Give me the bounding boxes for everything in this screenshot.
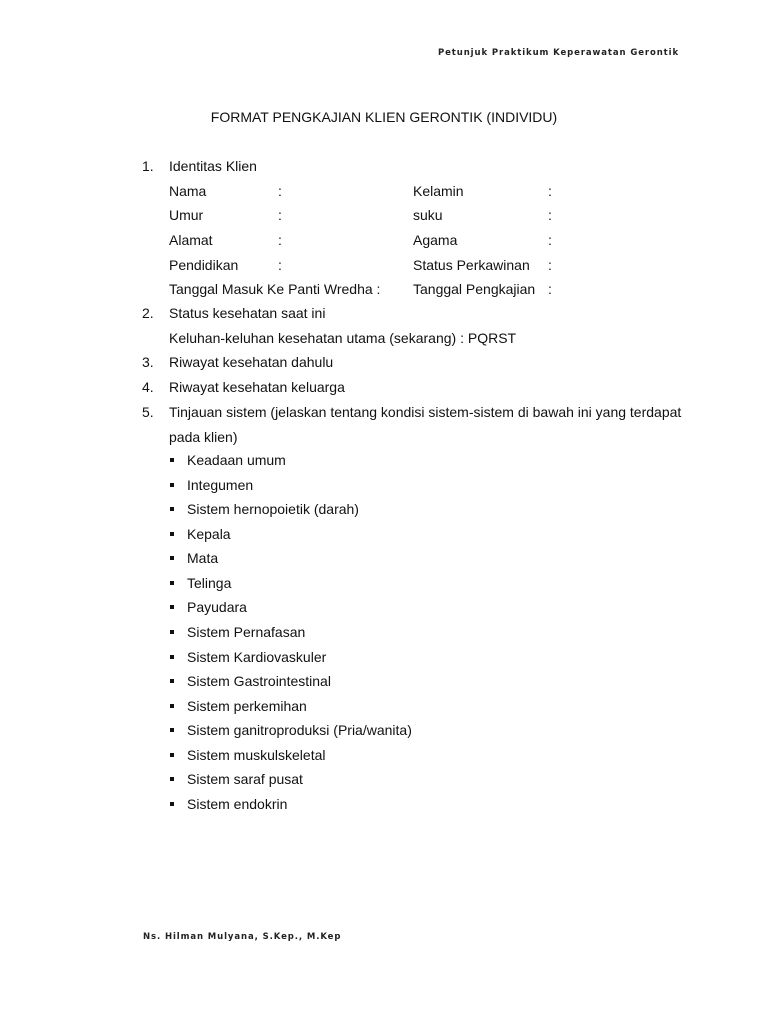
list-item: Sistem muskulskeletal [187,747,326,763]
field-label-status-perkawinan: Status Perkawinan [413,257,530,273]
field-colon: : [548,183,552,199]
list-item: Sistem ganitroproduksi (Pria/wanita) [187,722,412,738]
field-label-umur: Umur [169,207,204,223]
section-number: 5. [142,404,154,420]
section-number: 4. [142,379,154,395]
bullet-marker [170,753,174,757]
field-colon: : [278,232,282,248]
bullet-marker [170,556,174,560]
bullet-marker [170,679,174,683]
running-header: Petunjuk Praktikum Keperawatan Gerontik [438,48,679,58]
list-item: Integumen [187,477,254,493]
list-item: Sistem Gastrointestinal [187,673,331,689]
bullet-marker [170,630,174,634]
list-item: Sistem perkemihan [187,698,307,714]
field-colon: : [548,281,552,297]
bullet-marker [170,728,174,732]
list-item: Telinga [187,575,232,591]
field-label-suku: suku [413,207,443,223]
bullet-marker [170,655,174,659]
field-colon: : [548,257,552,273]
bullet-marker [170,581,174,585]
field-label-pendidikan: Pendidikan [169,257,239,273]
field-label-tanggal-masuk: Tanggal Masuk Ke Panti Wredha : [169,281,381,297]
section-number: 3. [142,354,154,370]
page-footer-author: Ns. Hilman Mulyana, S.Kep., M.Kep [143,932,342,942]
list-item: Keadaan umum [187,452,286,468]
bullet-marker [170,777,174,781]
bullet-marker [170,458,174,462]
section-heading-tinjauan-sistem: Tinjauan sistem (jelaskan tentang kondisi sistem-sistem di bawah ini yang terdapat [169,404,682,420]
bullet-marker [170,532,174,536]
section-heading-identitas: Identitas Klien [169,158,257,174]
field-label-tanggal-pengkajian: Tanggal Pengkajian [413,281,536,297]
field-colon: : [548,232,552,248]
field-colon: : [278,207,282,223]
list-item: Sistem Pernafasan [187,624,306,640]
field-colon: : [278,183,282,199]
bullet-marker [170,605,174,609]
section-heading-continuation: pada klien) [169,429,238,445]
section-subtext-keluhan: Keluhan-keluhan kesehatan utama (sekarang) : PQRST [169,330,517,346]
field-colon: : [548,207,552,223]
section-number: 2. [142,305,154,321]
bullet-marker [170,483,174,487]
field-label-alamat: Alamat [169,232,213,248]
field-label-kelamin: Kelamin [413,183,464,199]
list-item: Sistem endokrin [187,796,288,812]
list-item: Mata [187,550,219,566]
bullet-marker [170,704,174,708]
field-label-agama: Agama [413,232,458,248]
section-heading-riwayat-dahulu: Riwayat kesehatan dahulu [169,354,334,370]
document-title: FORMAT PENGKAJIAN KLIEN GERONTIK (INDIVIDU) [210,109,558,125]
section-number: 1. [142,158,154,174]
bullet-marker [170,507,174,511]
field-label-nama: Nama [169,183,207,199]
list-item: Sistem hernopoietik (darah) [187,501,359,517]
section-heading-status-kesehatan: Status kesehatan saat ini [169,305,326,321]
section-heading-riwayat-keluarga: Riwayat kesehatan keluarga [169,379,345,395]
bullet-marker [170,802,174,806]
list-item: Kepala [187,526,231,542]
field-colon: : [278,257,282,273]
list-item: Sistem Kardiovaskuler [187,649,327,665]
list-item: Sistem saraf pusat [187,771,303,787]
list-item: Payudara [187,599,247,615]
